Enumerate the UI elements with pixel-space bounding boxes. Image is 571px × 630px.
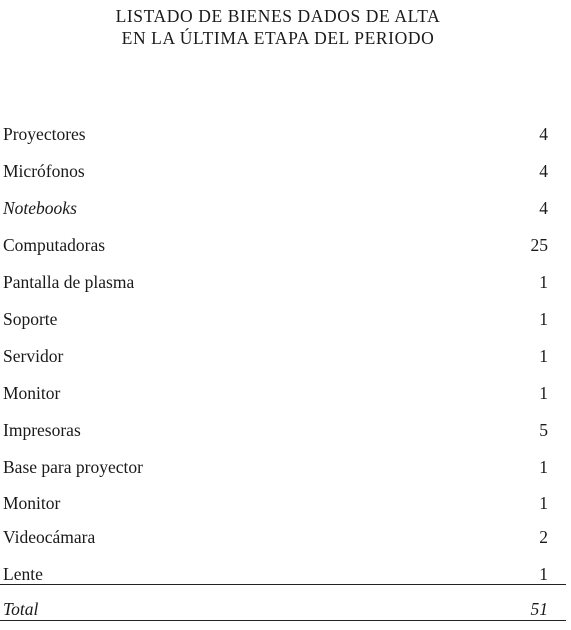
table-row: [0, 418, 571, 442]
item-label: Lente: [3, 564, 43, 584]
item-label: Servidor: [3, 346, 64, 366]
item-label: Computadoras: [3, 235, 106, 255]
table-row: [0, 525, 571, 549]
item-quantity: 1: [539, 272, 548, 292]
total-divider: [0, 584, 566, 585]
table-row: [0, 562, 571, 586]
item-label: Monitor: [3, 493, 61, 513]
table-title-line-1: LISTADO DE BIENES DADOS DE ALTA: [115, 6, 441, 26]
table-row: [0, 491, 571, 515]
item-label: Micrófonos: [3, 161, 85, 181]
item-quantity: 25: [530, 235, 548, 255]
bottom-divider: [0, 620, 566, 621]
item-label: Proyectores: [3, 124, 86, 144]
total-label: Total: [3, 599, 39, 619]
item-quantity: 2: [539, 527, 548, 547]
table-row: [0, 270, 571, 294]
table-title-line-2: EN LA ÚLTIMA ETAPA DEL PERIODO: [121, 28, 435, 48]
item-quantity: 4: [539, 198, 548, 218]
item-quantity: 1: [539, 493, 548, 513]
table-row: [0, 159, 571, 183]
table-row: [0, 381, 571, 405]
table-row: [0, 307, 571, 331]
item-quantity: 1: [539, 383, 548, 403]
item-label: Videocámara: [3, 527, 96, 547]
item-label: Notebooks: [3, 198, 77, 218]
table-row: [0, 455, 571, 479]
item-quantity: 4: [539, 161, 548, 181]
item-label: Base para proyector: [3, 457, 143, 477]
total-value: 51: [530, 599, 548, 619]
table-row: [0, 196, 571, 220]
table-row: [0, 344, 571, 368]
item-quantity: 1: [539, 457, 548, 477]
item-quantity: 4: [539, 124, 548, 144]
item-quantity: 1: [539, 346, 548, 366]
item-label: Impresoras: [3, 420, 81, 440]
item-quantity: 1: [539, 564, 548, 584]
table-row: [0, 233, 571, 257]
total-row: [0, 597, 571, 621]
table-row: [0, 122, 571, 146]
item-quantity: 5: [539, 420, 548, 440]
item-label: Pantalla de plasma: [3, 272, 135, 292]
item-label: Soporte: [3, 309, 58, 329]
item-label: Monitor: [3, 383, 61, 403]
item-quantity: 1: [539, 309, 548, 329]
